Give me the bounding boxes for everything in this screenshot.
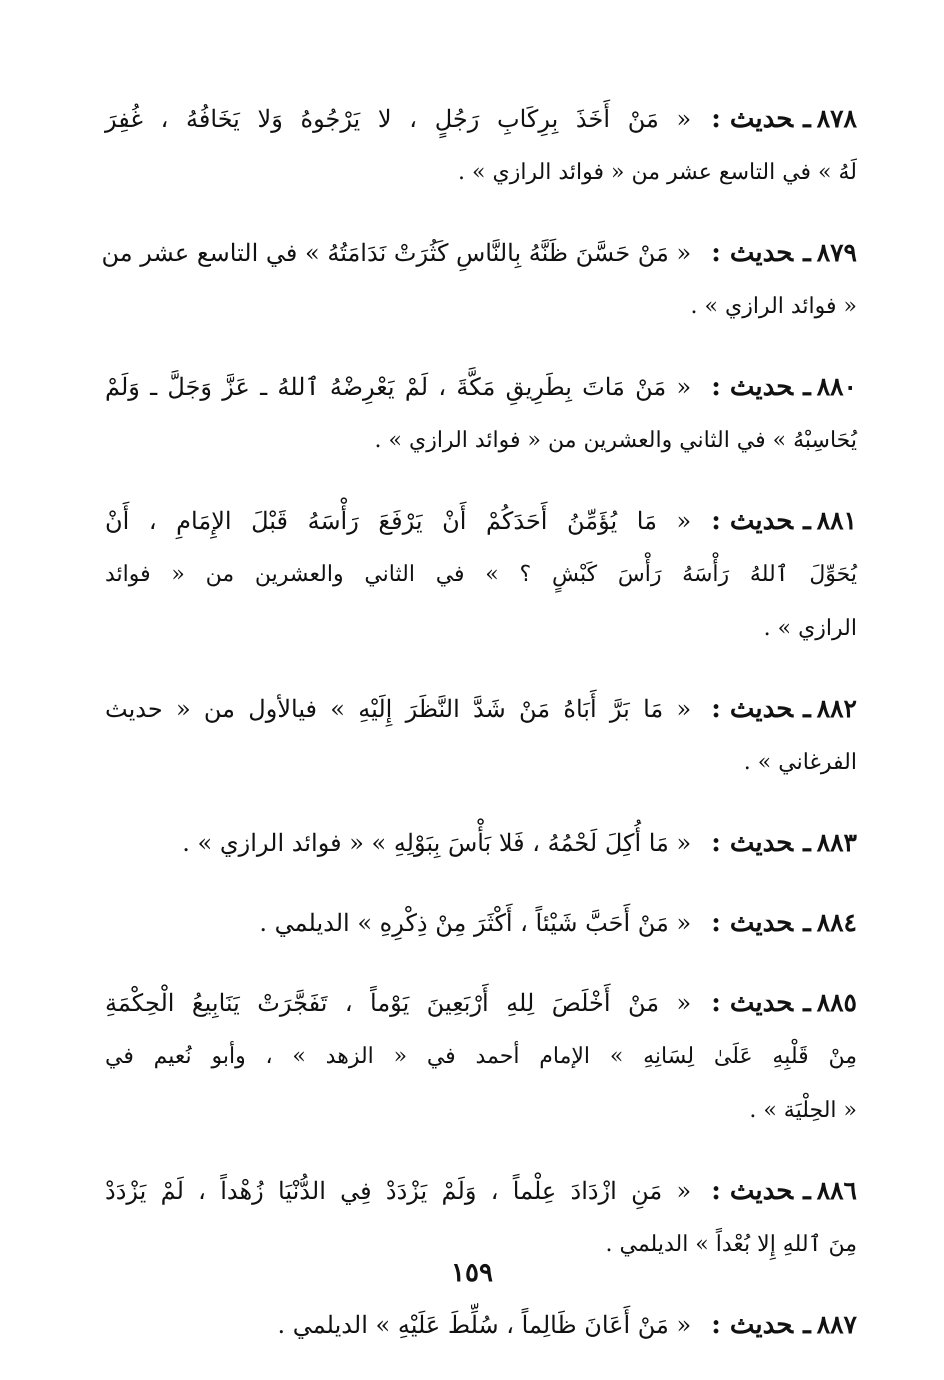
hadith-list [101,92,857,1378]
hadith-entry-882 [105,682,857,790]
entry-label: حديث : [711,828,794,858]
entry-continuation: مِنْ قَلْبِهِ عَلَىٰ لِسَانِهِ » الإمام أحمد في « الزهد » ، وأبو نُعيم في [105,1044,857,1069]
entry-label: حديث : [711,694,794,724]
entry-head [701,494,857,548]
hadith-entry-879 [101,226,857,334]
entry-label: حديث : [711,104,794,134]
entry-first-line [105,1298,857,1352]
entry-continuation: الفرغاني » . [743,750,857,775]
entry-continuation: يُحَاسِبْهُ » في الثاني والعشرين من « فوائد الرازي » . [374,428,857,453]
entry-first-line [105,896,857,950]
entry-continuation: الرازي » . [763,616,857,641]
entry-number: ٨٨٣ [816,828,857,857]
page-number: ١٥٩ [451,1258,493,1288]
hadith-entry-884 [105,896,857,950]
entry-head [701,1298,857,1352]
entry-text: « مَنْ أَخْلَصَ لِلهِ أَرْبَعِينَ يَوْماً ، تَفَجَّرَتْ يَنَابِيعُ الْحِكْمَةِ [105,989,692,1017]
entry-text: « مَنِ ازْدَادَ عِلْماً ، وَلَمْ يَزْدَدْ فِي الدُّنْيَا زُهْداً ، لَمْ يَزْدَدْ [105,1177,692,1205]
hadith-entry-883 [105,816,857,870]
entry-dash: ـ [803,1176,811,1206]
entry-head [701,360,857,414]
entry-first-line [105,682,857,736]
entry-text: « مَنْ أَحَبَّ شَيْئاً ، أَكْثَرَ مِنْ ذِكْرِهِ » الديلمي . [259,909,692,937]
entry-continuation: يُحَوِّلَ ٱللهُ رَأْسَهُ رَأْسَ كَبْشٍ ؟ » في الثاني والعشرين من « فوائد [105,562,857,587]
entry-head [701,816,857,870]
entry-text: « مَنْ أَعَانَ ظَالِماً ، سُلِّطَ عَلَيْهِ » الديلمي . [277,1311,692,1339]
entry-label: حديث : [711,372,794,402]
entry-label: حديث : [711,908,794,938]
entry-number: ٨٧٩ [816,238,857,267]
entry-first-line [105,360,857,414]
entry-number: ٨٨٧ [816,1310,857,1339]
entry-first-line [105,494,857,548]
entry-number: ٨٨٦ [816,1176,857,1205]
entry-text: « مَنْ مَاتَ بِطَرِيقِ مَكَّةَ ، لَمْ يَعْرِضْهُ ٱللهُ ـ عَزَّ وَجَلَّ ـ وَلَمْ [105,373,692,401]
entry-dash: ـ [803,988,811,1018]
entry-first-line [105,1164,857,1218]
entry-label: حديث : [711,1176,794,1206]
entry-head [701,896,857,950]
entry-dash: ـ [803,908,811,938]
hadith-entry-881 [105,494,857,656]
entry-dash: ـ [803,104,811,134]
hadith-entry-880 [105,360,857,468]
hadith-entry-885 [105,976,857,1138]
entry-number: ٨٨٥ [816,988,857,1017]
entry-first-line [105,92,857,146]
entry-head [701,226,857,280]
entry-first-line [105,976,857,1030]
entry-dash: ـ [803,506,811,536]
entry-head [701,682,857,736]
entry-number: ٨٨٠ [816,372,857,401]
entry-dash: ـ [803,694,811,724]
hadith-entry-878 [105,92,857,200]
entry-dash: ـ [803,372,811,402]
hadith-entry-886 [105,1164,857,1272]
entry-text: « مَا يُؤَمِّنُ أَحَدَكُمْ أَنْ يَرْفَعَ رَأْسَهُ قَبْلَ الإِمَامِ ، أَنْ [105,507,692,535]
entry-number: ٨٨١ [816,506,857,535]
entry-first-line [105,816,857,870]
entry-text: « مَا أُكِلَ لَحْمُهُ ، فَلا بَأْسَ بِبَوْلِهِ » « فوائد الرازي » . [182,829,692,857]
entry-continuation: مِنَ ٱللهِ إِلا بُعْداً » الديلمي . [605,1232,857,1257]
entry-text: « مَا بَرَّ أَبَاهُ مَنْ شَدَّ النَّظَرَ إِلَيْهِ » فيالأول من « حديث [105,695,692,723]
entry-number: ٨٧٨ [816,104,857,133]
entry-head [701,976,857,1030]
entry-continuation: لَهُ » في التاسع عشر من « فوائد الرازي » . [458,160,857,185]
entry-number: ٨٨٢ [816,694,857,723]
entry-dash: ـ [803,238,811,268]
entry-number: ٨٨٤ [816,908,857,937]
entry-first-line [101,226,857,280]
entry-label: حديث : [711,988,794,1018]
entry-label: حديث : [711,1310,794,1340]
entry-head [701,1164,857,1218]
entry-dash: ـ [803,828,811,858]
entry-continuation: « الحِلْيَة » . [749,1098,857,1123]
entry-text: « مَنْ أَخَذَ بِرِكَابِ رَجُلٍ ، لا يَرْجُوهُ وَلا يَخَافُهُ ، غُفِرَ [105,105,692,133]
entry-label: حديث : [711,506,794,536]
entry-head [701,92,857,146]
hadith-entry-887 [105,1298,857,1352]
entry-label: حديث : [711,238,794,268]
entry-dash: ـ [803,1310,811,1340]
entry-text: « مَنْ حَسَّنَ ظَنَّهُ بِالنَّاسِ كَثُرَتْ نَدَامَتُهُ » في التاسع عشر من [101,239,692,267]
entry-continuation: « فوائد الرازي » . [690,294,857,319]
